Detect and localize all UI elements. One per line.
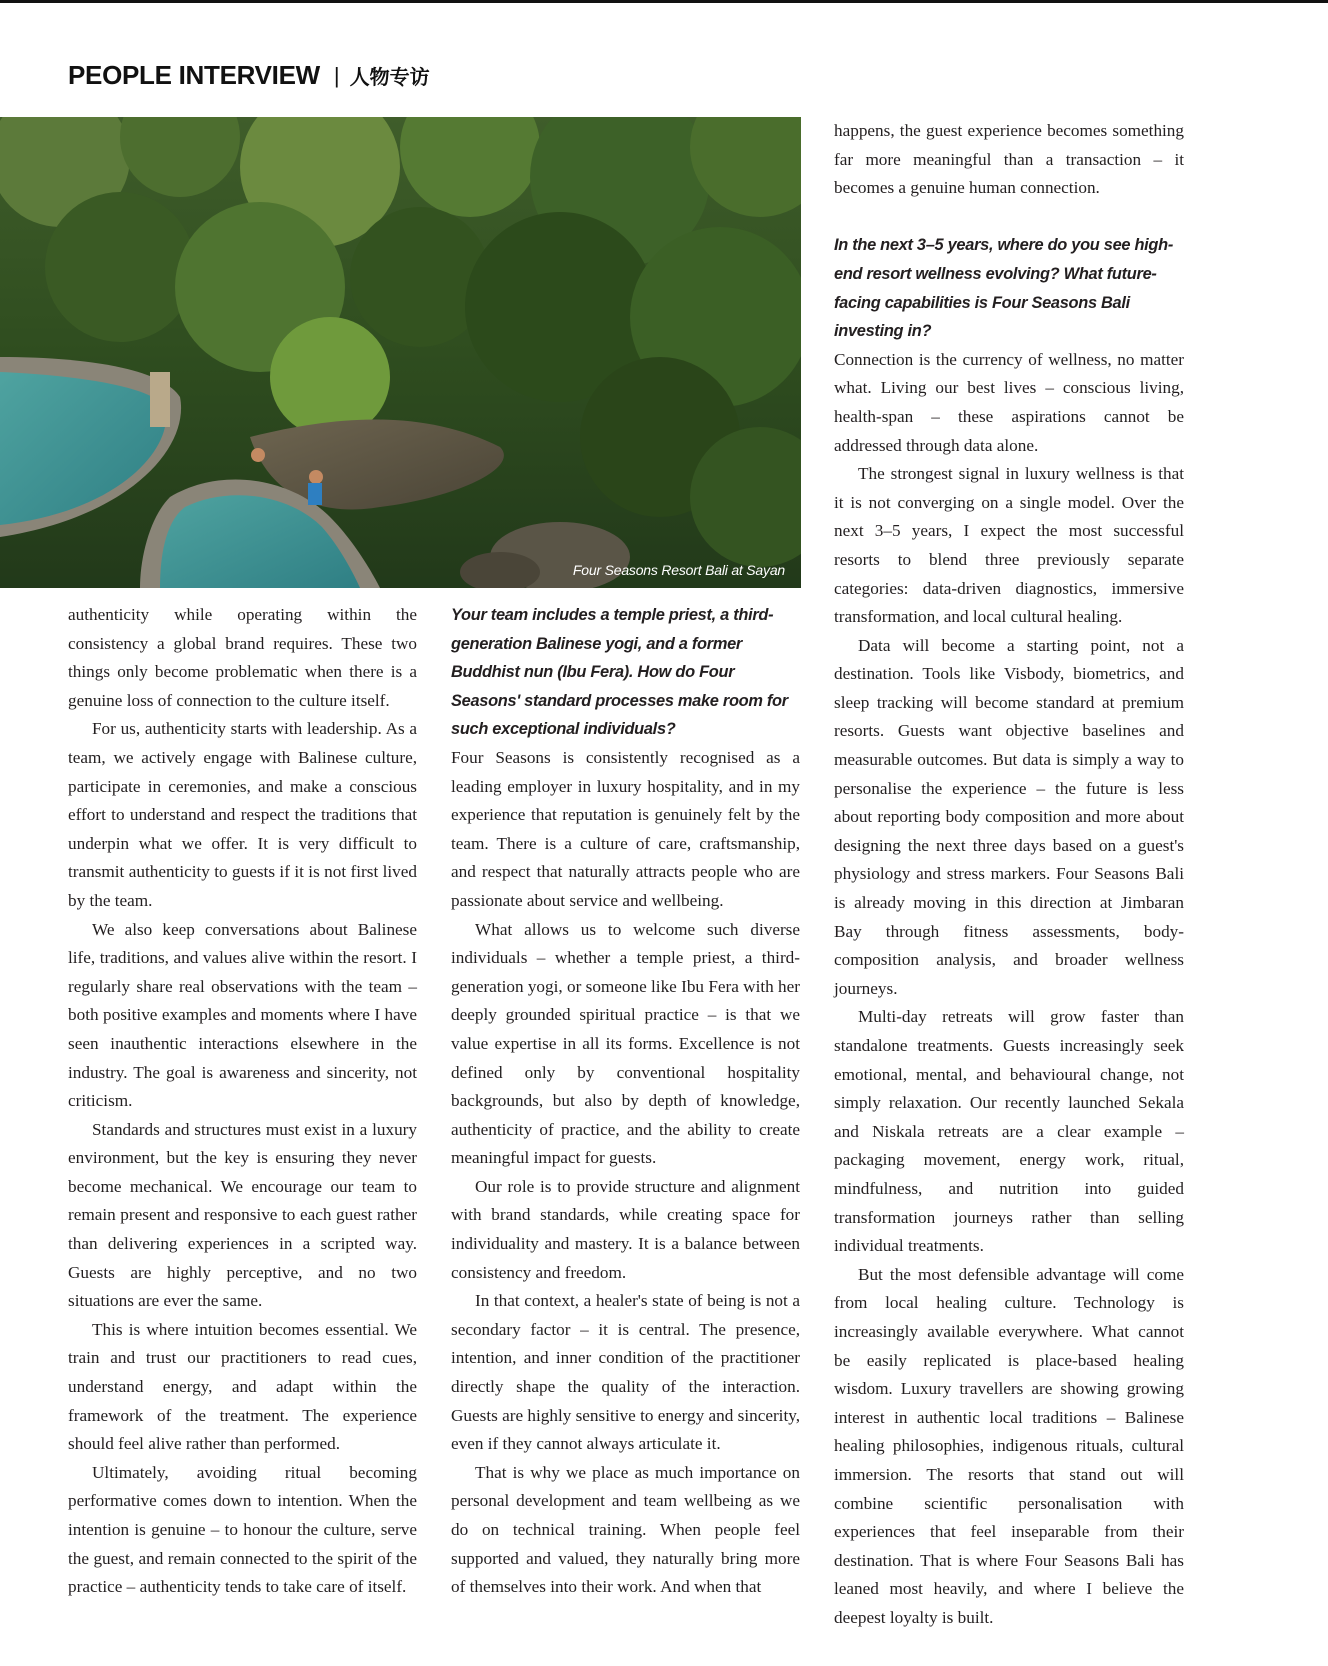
col2-paragraph-3: Our role is to provide structure and alignment with brand standards, while creating space for individuality and mastery. It is a balance between consistency and freedom. bbox=[451, 1176, 800, 1282]
col3-paragraph-3: Data will become a starting point, not a destination. Tools like Visbody, biometrics, and sleep tracking will become standard at premium resorts. Guests want objective baselines and measurable outcomes. But data is simply a way to personalise the experience – the future is less about reporting body composition and more about designing the next three days based on a guest's physiology and stress markers. Four Seasons Bali is already moving in this direction at Jimbaran Bay through fitness assessments, body-composition analysis, and broader wellness journeys. bbox=[834, 635, 1184, 998]
column-2 bbox=[451, 601, 800, 1602]
col1-paragraph-6: Ultimately, avoiding ritual becoming performative comes down to intention. When the intention is genuine – to honour the culture, serve the guest, and remain connected to the spirit of the practice – authenticity tends to take care of itself. bbox=[68, 1462, 417, 1597]
col3-paragraph-2: The strongest signal in luxury wellness is that it is not converging on a single model. Over the next 3–5 years, I expect the most successful resorts to blend three previously separate categories: data-driven diagnostics, immersive transformation, and local cultural healing. bbox=[834, 464, 1184, 627]
page-header bbox=[68, 60, 430, 91]
question-spacer bbox=[834, 203, 1184, 232]
col3-paragraph-1: Connection is the currency of wellness, no matter what. Living our best lives – conscious living, health-span – these aspirations cannot be addressed through data alone. bbox=[834, 349, 1184, 455]
col3-paragraph-0: happens, the guest experience becomes something far more meaningful than a transaction – it becomes a genuine human connection. bbox=[834, 121, 1184, 198]
col2-paragraph-4: In that context, a healer's state of being is not a secondary factor – it is central. The presence, intention, and inner condition of the practitioner directly shape the quality of the interaction. Guests are highly sensitive to energy and sincerity, even if they cannot always articulate it. bbox=[451, 1291, 800, 1454]
section-title-chinese: 人物专访 bbox=[349, 65, 430, 89]
column-3 bbox=[834, 117, 1184, 1632]
photo-caption: Four Seasons Resort Bali at Sayan bbox=[572, 562, 785, 578]
col3-paragraph-5: But the most defensible advantage will come from local healing culture. Technology is increasingly available everywhere. What cannot be easily replicated is place-based healing wisdom. Luxury travellers are showing growing interest in authentic local traditions – Balinese healing philosophies, indigenous rituals, cultural immersion. The resorts that stand out will combine scientific personalisation with experiences that feel inseparable from their destination. That is where Four Seasons Bali has leaned most heavily, and where I believe the deepest loyalty is built. bbox=[834, 1264, 1184, 1627]
col2-paragraph-2: What allows us to welcome such diverse individuals – whether a temple priest, a third-generation yogi, or someone like Ibu Fera with her deeply grounded spiritual practice – is that we value expertise in all its forms. Excellence is not defined only by conventional hospitality backgrounds, but also by depth of knowledge, authenticity of practice, and the ability to create meaningful impact for guests. bbox=[451, 919, 800, 1168]
interview-question-1: Your team includes a temple priest, a third-generation Balinese yogi, and a former Buddhist nun (Ibu Fera). How do Four Seasons' standard processes make room for such exceptional individuals? bbox=[451, 606, 788, 739]
col1-paragraph-5: This is where intuition becomes essential. We train and trust our practitioners to read cues, understand energy, and adapt within the framework of the treatment. The experience should feel alive rather than performed. bbox=[68, 1319, 417, 1454]
resort-pool-jungle-illustration bbox=[0, 117, 801, 588]
col1-paragraph-3: We also keep conversations about Balinese life, traditions, and values alive within the resort. I regularly share real observations with the team – both positive examples and moments where I have seen inauthentic interactions elsewhere in the industry. The goal is awareness and sincerity, not criticism. bbox=[68, 919, 417, 1111]
col2-paragraph-1: Four Seasons is consistently recognised as a leading employer in luxury hospitality, and in my experience that reputation is genuinely felt by the team. There is a culture of care, craftsmanship, and respect that naturally attracts people who are passionate about service and wellbeing. bbox=[451, 747, 800, 910]
column-1 bbox=[68, 601, 417, 1602]
resort-photo bbox=[0, 117, 801, 588]
title-separator: | bbox=[333, 62, 340, 88]
top-rule bbox=[0, 0, 1328, 3]
col3-paragraph-4: Multi-day retreats will grow faster than standalone treatments. Guests increasingly seek emotional, mental, and behavioural change, not simply relaxation. Our recently launched Sekala and Niskala retreats are a clear example – packaging movement, energy work, ritual, mindfulness, and nutrition into guided transformation journeys rather than selling individual treatments. bbox=[834, 1007, 1184, 1256]
interview-question-2: In the next 3–5 years, where do you see high-end resort wellness evolving? What future-facing capabilities is Four Seasons Bali investing in? bbox=[834, 236, 1174, 341]
col1-paragraph-4: Standards and structures must exist in a luxury environment, but the key is ensuring they never become mechanical. We encourage our team to remain present and responsive to each guest rather than delivering experiences in a scripted way. Guests are highly perceptive, and no two situations are ever the same. bbox=[68, 1119, 417, 1311]
col2-paragraph-5: That is why we place as much importance on personal development and team wellbeing as we do on technical training. When people feel supported and valued, they naturally bring more of themselves into their work. And when that bbox=[451, 1462, 800, 1597]
col1-paragraph-2: For us, authenticity starts with leadership. As a team, we actively engage with Balinese culture, participate in ceremonies, and make a conscious effort to understand and respect the traditions that underpin what we offer. It is very difficult to transmit authenticity to guests if it is not first lived by the team. bbox=[68, 719, 417, 910]
section-title-english: PEOPLE INTERVIEW bbox=[68, 60, 320, 90]
col1-paragraph-1: authenticity while operating within the consistency a global brand requires. These two things only become problematic when there is a genuine loss of connection to the culture itself. bbox=[68, 605, 417, 710]
